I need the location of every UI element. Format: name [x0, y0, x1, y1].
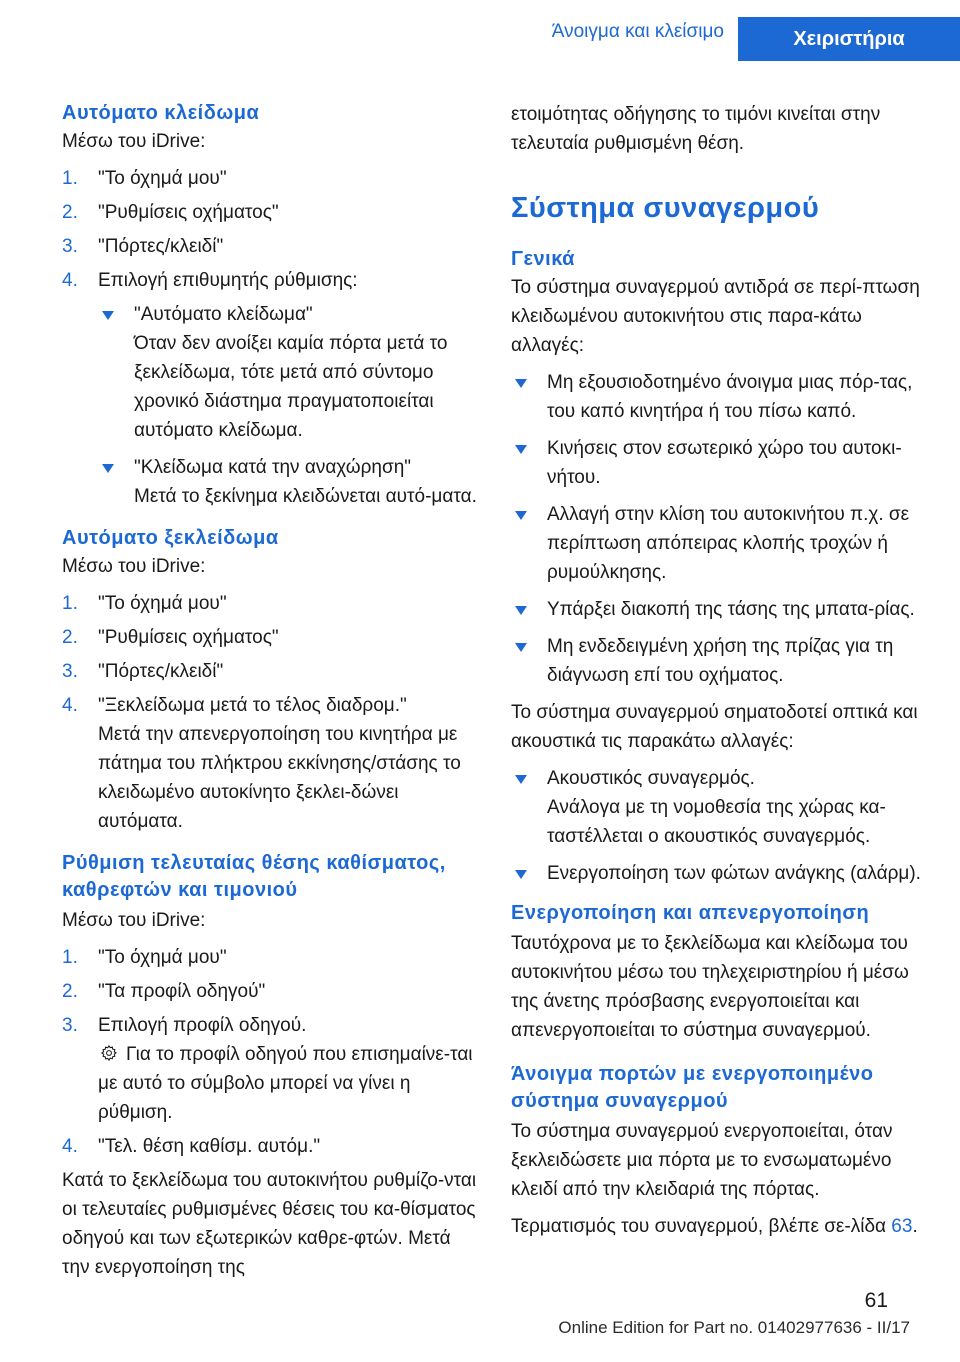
- option-item: "Αυτόματο κλείδωμα" Όταν δεν ανοίξει καμία πόρτα μετά το ξεκλείδωμα, τότε μετά από σύντομο χρονικό διάστημα πραγματοποιείται αυτόματο κλείδωμα.: [98, 300, 482, 445]
- heading-activation: Ενεργοποίηση και απενεργοποίηση: [511, 902, 870, 924]
- step-item: 1. "Το όχημά μου": [62, 168, 227, 189]
- step-description: Μετά την απενεργοποίηση του κινητήρα με πάτημα του πλήκτρου εκκίνησης/στάσης το κλειδωμένο αυτοκίνητο ξεκλει-δώνει αυτόματα.: [98, 724, 461, 832]
- step-item: 4. Επιλογή επιθυμητής ρύθμισης: "Αυτόματο κλείδωμα" Όταν δεν ανοίξει καμία πόρτα μετά το ξεκλείδωμα, τότε μετά από σύντομο χρονικό διάστημα πραγματοποιείται αυτόματο κλείδωμα. "Κλείδωμα κατά την αναχώρηση" Μετά το ξεκίνημα κλειδώνεται αυτό-ματα.: [62, 266, 482, 511]
- step-item: 3. "Πόρτες/κλειδί": [62, 236, 224, 257]
- via-idrive: Μέσω του iDrive:: [62, 556, 206, 577]
- step-item: 2. "Τα προφίλ οδηγού": [62, 981, 266, 1002]
- step-item: 2. "Ρυθμίσεις οχήματος": [62, 627, 279, 648]
- step-item: 4. "Τελ. θέση καθίσμ. αυτόμ.": [62, 1136, 321, 1157]
- paragraph-continuation: ετοιμότητας οδήγησης το τιμόνι κινείται στην τελευταία ρυθμισμένη θέση.: [511, 104, 881, 154]
- page-link[interactable]: 63: [891, 1216, 913, 1237]
- right-column: [511, 100, 931, 1241]
- triangle-bullet-icon: [102, 311, 114, 320]
- alarm-triggers-list: [511, 368, 931, 690]
- triangle-bullet-icon: [515, 870, 527, 879]
- steps-autounlock: [62, 589, 482, 836]
- step-item: 4. "Ξεκλείδωμα μετά το τέλος διαδρομ." Μετά την απενεργοποίηση του κινητήρα με πάτημα του πλήκτρου εκκίνησης/στάσης το κλειδωμένο αυτοκίνητο ξεκλει-δώνει αυτόματα.: [62, 691, 482, 836]
- paragraph-opening: Το σύστημα συναγερμού ενεργοποιείται, όταν ξεκλειδώσετε μια πόρτα με το ενσωματωμένο κλειδί από την κλειδαριά της πόρτας.: [511, 1121, 893, 1200]
- option-item: "Κλείδωμα κατά την αναχώρηση" Μετά το ξεκίνημα κλειδώνεται αυτό-ματα.: [98, 453, 482, 511]
- section-title: Άνοιγμα και κλείσιμο: [551, 21, 724, 42]
- steps-lastpos: [62, 943, 482, 1161]
- list-item: Ενεργοποίηση των φώτων ανάγκης (αλάρμ).: [511, 859, 931, 888]
- list-item: Μη εξουσιοδοτημένο άνοιγμα μιας πόρ-τας, του καπό κινητήρα ή του πίσω καπό.: [511, 368, 931, 426]
- list-item: Μη ενδεδειγμένη χρήση της πρίζας για τη διάγνωση επί του οχήματος.: [511, 632, 931, 690]
- step-item: 2. "Ρυθμίσεις οχήματος": [62, 202, 279, 223]
- via-idrive: Μέσω του iDrive:: [62, 131, 206, 152]
- heading-autounlock: Αυτόματο ξεκλείδωμα: [62, 527, 279, 549]
- via-idrive: Μέσω του iDrive:: [62, 910, 206, 931]
- heading-alarm-system: Σύστημα συναγερμού: [511, 192, 820, 224]
- triangle-bullet-icon: [515, 606, 527, 615]
- paragraph-reference: Τερματισμός του συναγερμού, βλέπε σε-λίδα 63.: [511, 1216, 918, 1237]
- gear-icon: [100, 1042, 116, 1058]
- list-item: Αλλαγή στην κλίση του αυτοκινήτου π.χ. σε περίπτωση απόπειρας κλοπής τροχών ή ρυμούλκησης.: [511, 500, 931, 587]
- list-item: Ακουστικός συναγερμός. Ανάλογα με τη νομοθεσία της χώρας κα-ταστέλλεται ο ακουστικός συναγερμός.: [511, 764, 931, 851]
- steps-autolock: [62, 164, 482, 511]
- heading-general: Γενικά: [511, 248, 575, 270]
- heading-autolock: Αυτόματο κλείδωμα: [62, 102, 260, 124]
- options-list: [98, 300, 482, 511]
- heading-opening-doors: Άνοιγμα πορτών με ενεργοποιημένο σύστημα συναγερμού: [511, 1063, 874, 1112]
- step-item: 1. "Το όχημά μου": [62, 593, 227, 614]
- footer-edition: Online Edition for Part no. 01402977636 - II/17: [558, 1318, 910, 1337]
- step-description: Για το προφίλ οδηγού που επισημαίνε-ται με αυτό το σύμβολο μπορεί να γίνει η ρύθμιση.: [98, 1044, 473, 1123]
- triangle-bullet-icon: [515, 643, 527, 652]
- list-item: Υπάρξει διακοπή της τάσης της μπατα-ρίας.: [511, 595, 931, 624]
- page-number: 61: [864, 1289, 888, 1312]
- page-header: [0, 0, 960, 61]
- step-item: 1. "Το όχημά μου": [62, 947, 227, 968]
- step-item: 3. Επιλογή προφίλ οδηγού. Για το προφίλ οδηγού που επισημαίνε-ται με αυτό το σύμβολο μπορεί να γίνει η ρύθμιση.: [62, 1011, 482, 1127]
- paragraph-lastpos: Κατά το ξεκλείδωμα του αυτοκινήτου ρυθμίζο-νται οι τελευταίες ρυθμισμένες θέσεις του κα-θίσματος οδηγού και των εξωτερικών καθρε-φτών. Μετά την ενεργοποίηση της: [62, 1170, 477, 1278]
- triangle-bullet-icon: [102, 464, 114, 473]
- triangle-bullet-icon: [515, 775, 527, 784]
- left-column: [62, 100, 482, 1282]
- step-item: 3. "Πόρτες/κλειδί": [62, 661, 224, 682]
- paragraph-signal: Το σύστημα συναγερμού σηματοδοτεί οπτικά και ακουστικά τις παρακάτω αλλαγές:: [511, 702, 918, 752]
- triangle-bullet-icon: [515, 445, 527, 454]
- triangle-bullet-icon: [515, 379, 527, 388]
- alarm-signals-list: [511, 764, 931, 888]
- triangle-bullet-icon: [515, 511, 527, 520]
- paragraph-activation: Ταυτόχρονα με το ξεκλείδωμα και κλείδωμα του αυτοκινήτου μέσω του τηλεχειριστηρίου ή μέσω της άνετης πρόσβασης ενεργοποιείται και απενεργοποιείται το σύστημα συναγερμού.: [511, 933, 909, 1041]
- heading-lastpos: Ρύθμιση τελευταίας θέσης καθίσματος, καθρεφτών και τιμονιού: [62, 852, 446, 901]
- list-item: Κινήσεις στον εσωτερικό χώρο του αυτοκι-νήτου.: [511, 434, 931, 492]
- chapter-tab[interactable]: Χειριστήρια: [738, 17, 960, 61]
- paragraph-general-intro: Το σύστημα συναγερμού αντιδρά σε περί-πτωση κλειδωμένου αυτοκινήτου στις παρα-κάτω αλλαγές:: [511, 277, 920, 356]
